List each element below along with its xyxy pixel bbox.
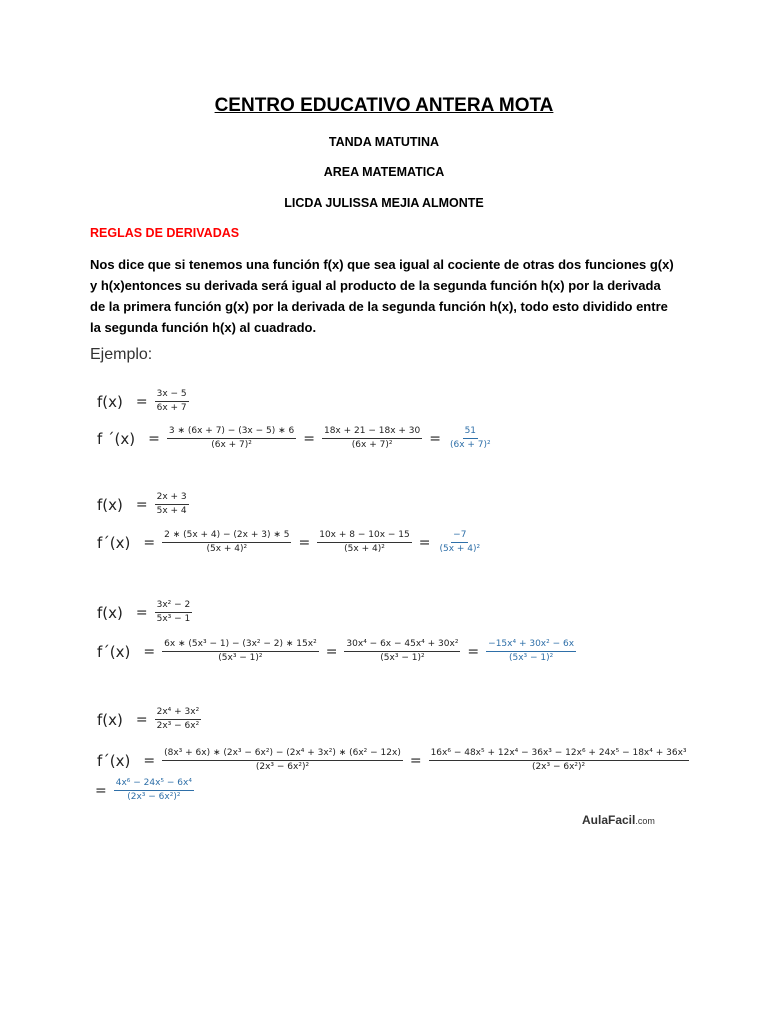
example-1-derivative [97, 426, 493, 451]
subtitle-area: AREA MATEMATICA [323, 165, 445, 179]
rule-paragraph [90, 254, 690, 338]
numerator: 3x² − 2 [155, 600, 193, 613]
equals-sign: = [143, 752, 156, 769]
equals-sign: = [409, 752, 422, 769]
denominator: (2x³ − 6x²)² [127, 792, 181, 802]
numerator: 4x⁶ − 24x⁵ − 6x⁴ [114, 778, 194, 791]
numerator: (8x³ + 6x) ∗ (2x³ − 6x²) − (2x⁴ + 3x²) ∗ (6x² − 12x) [162, 748, 403, 761]
example-3-derivative [97, 639, 576, 664]
denominator: 2x³ − 6x² [156, 721, 200, 731]
aulafacil-logo [582, 813, 655, 827]
subtitle-teacher: LICDA JULISSA MEJIA ALMONTE [284, 196, 484, 210]
denominator: (5x + 4)² [439, 544, 481, 554]
denominator: (2x³ − 6x²)² [255, 762, 310, 772]
equals-sign: = [143, 534, 156, 551]
equals-sign: = [303, 430, 315, 447]
equals-sign: = [135, 711, 148, 728]
denominator: (6x + 7)² [351, 440, 393, 450]
step-fraction [167, 426, 296, 451]
step-fraction [317, 530, 412, 555]
logo-domain: .com [635, 816, 655, 826]
result-fraction [114, 778, 194, 803]
function-fraction [155, 389, 189, 414]
equals-sign: = [467, 643, 480, 660]
equals-sign: = [95, 782, 107, 799]
result-fraction [486, 639, 576, 664]
step-fraction [344, 639, 460, 664]
function-fraction [155, 707, 202, 732]
denominator: (5x³ − 1)² [380, 653, 425, 663]
subtitle-shift: TANDA MATUTINA [328, 135, 440, 149]
step-fraction [162, 530, 291, 555]
derivative-label: f ´(x) [97, 429, 136, 448]
logo-brand: AulaFacil [582, 813, 636, 827]
step-fraction [429, 748, 689, 773]
result-fraction [448, 426, 493, 451]
function-fraction [155, 492, 189, 517]
denominator: (5x + 4)² [206, 544, 248, 554]
numerator: 51 [463, 426, 478, 439]
equals-sign: = [135, 496, 148, 513]
example-2-function [97, 492, 189, 517]
numerator: 3x − 5 [155, 389, 189, 402]
function-label: f(x) [97, 495, 123, 514]
numerator: 16x⁶ − 48x⁵ + 12x⁴ − 36x³ − 12x⁶ + 24x⁵ − 18x⁴ + 36x³ [429, 748, 689, 761]
equals-sign: = [143, 643, 156, 660]
numerator: 2x⁴ + 3x² [155, 707, 202, 720]
equals-sign: = [135, 604, 148, 621]
document-title: CENTRO EDUCATIVO ANTERA MOTA [214, 95, 554, 116]
denominator: 5x + 4 [156, 506, 187, 516]
step-fraction [162, 639, 319, 664]
numerator: 2x + 3 [155, 492, 189, 505]
paragraph-line: de la primera función g(x) por la derivada de la segunda función h(x), todo esto dividido entre [90, 299, 668, 314]
numerator: −15x⁴ + 30x² − 6x [486, 639, 576, 652]
denominator: (5x³ − 1)² [218, 653, 263, 663]
denominator: 6x + 7 [156, 403, 187, 413]
numerator: 18x + 21 − 18x + 30 [322, 426, 422, 439]
numerator: 3 ∗ (6x + 7) − (3x − 5) ∗ 6 [167, 426, 296, 439]
example-4-result [95, 778, 194, 803]
equals-sign: = [135, 393, 148, 410]
denominator: (2x³ − 6x²)² [531, 762, 586, 772]
denominator: (5x³ − 1)² [508, 653, 554, 663]
example-2-derivative [97, 530, 482, 555]
example-3-function [97, 600, 192, 625]
numerator: 30x⁴ − 6x − 45x⁴ + 30x² [344, 639, 460, 652]
numerator: −7 [451, 530, 468, 543]
denominator: (6x + 7)² [449, 440, 491, 450]
equals-sign: = [325, 643, 338, 660]
numerator: 2 ∗ (5x + 4) − (2x + 3) ∗ 5 [162, 530, 291, 543]
function-label: f(x) [97, 392, 123, 411]
equals-sign: = [148, 430, 160, 447]
derivative-label: f´(x) [97, 642, 131, 661]
derivative-label: f´(x) [97, 751, 131, 770]
denominator: 5x³ − 1 [156, 614, 191, 624]
paragraph-line: y h(x)entonces su derivada será igual al producto de la segunda función h(x) por la derivada [90, 278, 661, 293]
equals-sign: = [298, 534, 311, 551]
example-4-function [97, 707, 201, 732]
paragraph-line: Nos dice que si tenemos una función f(x) que sea igual al cociente de otras dos funciones g(x) [90, 257, 674, 272]
step-fraction [322, 426, 422, 451]
equals-sign: = [418, 534, 431, 551]
example-1-function [97, 389, 189, 414]
result-fraction [437, 530, 482, 555]
equals-sign: = [429, 430, 441, 447]
section-heading: REGLAS DE DERIVADAS [90, 226, 240, 240]
numerator: 10x + 8 − 10x − 15 [317, 530, 412, 543]
numerator: 6x ∗ (5x³ − 1) − (3x² − 2) ∗ 15x² [162, 639, 319, 652]
denominator: (5x + 4)² [344, 544, 385, 554]
function-label: f(x) [97, 603, 123, 622]
step-fraction [162, 748, 403, 773]
example-4-derivative [97, 748, 689, 773]
denominator: (6x + 7)² [211, 440, 252, 450]
function-fraction [155, 600, 193, 625]
example-label: Ejemplo: [90, 346, 153, 363]
function-label: f(x) [97, 710, 123, 729]
derivative-label: f´(x) [97, 533, 131, 552]
paragraph-line: la segunda función h(x) al cuadrado. [90, 320, 317, 335]
